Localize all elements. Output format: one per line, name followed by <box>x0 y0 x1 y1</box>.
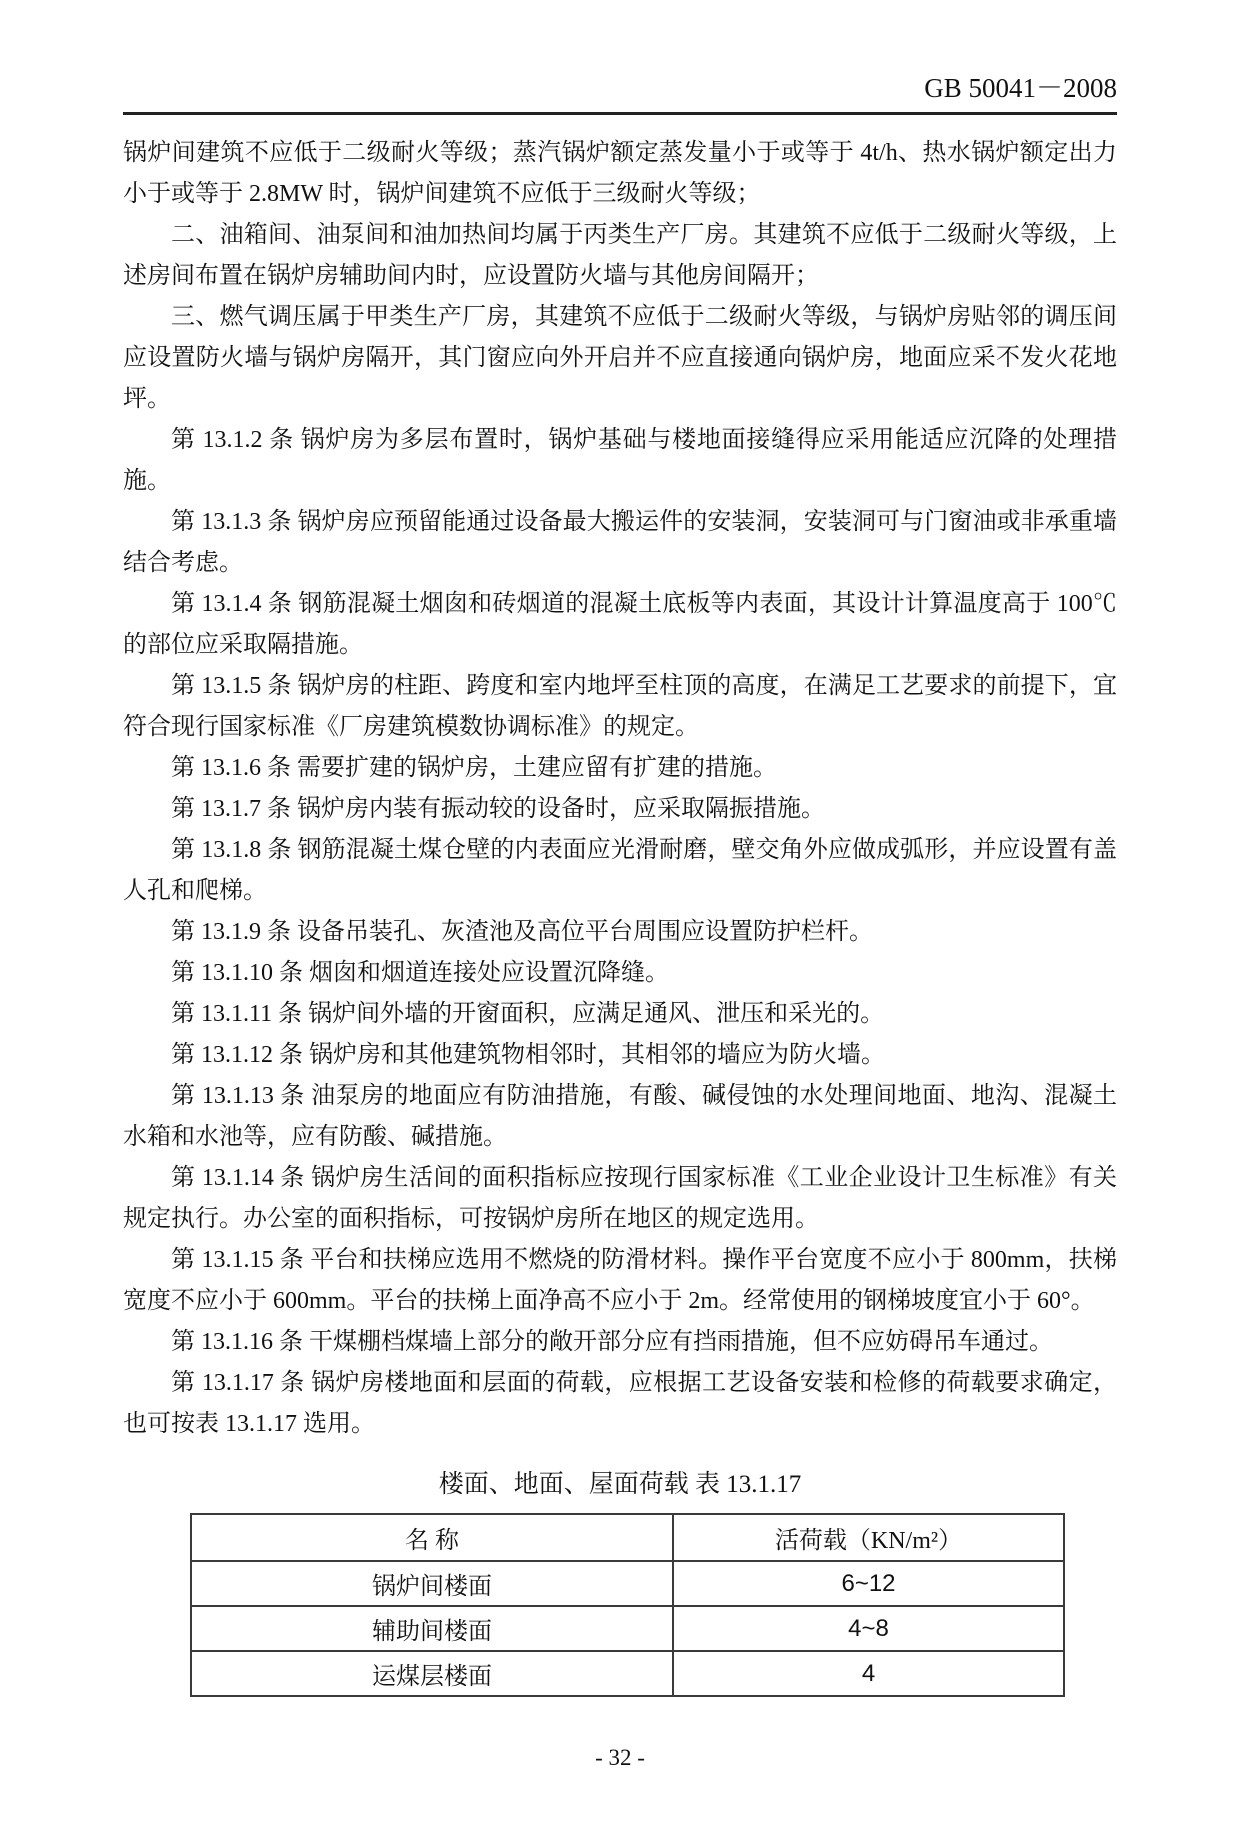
document-page <box>0 72 1240 1826</box>
row-name: 辅助间楼面 <box>191 1606 673 1651</box>
load-table-head <box>191 1514 1064 1561</box>
standard-number: GB 50041－2008 <box>924 73 1117 103</box>
paragraph: 第 13.1.13 条 油泵房的地面应有防油措施，有酸、碱侵蚀的水处理间地面、地沟、混凝土水箱和水池等，应有防酸、碱措施。 <box>123 1083 1117 1150</box>
paragraph: 第 13.1.7 条 锅炉房内装有振动较的设备时，应采取隔振措施。 <box>171 796 825 822</box>
paragraph: 第 13.1.15 条 平台和扶梯应选用不燃烧的防滑材料。操作平台宽度不应小于 800mm，扶梯宽度不应小于 600mm。平台的扶梯上面净高不应小于 2m。经常使用的钢梯坡度宜小于 60°。 <box>123 1247 1117 1314</box>
row-load-value: 4 <box>673 1651 1064 1696</box>
paragraph: 锅炉间建筑不应低于二级耐火等级；蒸汽锅炉额定蒸发量小于或等于 4t/h、热水锅炉额定出力小于或等于 2.8MW 时，锅炉间建筑不应低于三级耐火等级； <box>123 140 1117 207</box>
table-row <box>191 1651 1064 1696</box>
table-row <box>191 1561 1064 1606</box>
table-block <box>0 1469 1240 1697</box>
paragraph: 第 13.1.5 条 锅炉房的柱距、跨度和室内地坪至柱顶的高度，在满足工艺要求的前提下，宜符合现行国家标准《厂房建筑模数协调标准》的规定。 <box>123 673 1117 740</box>
document-body <box>0 133 1240 1445</box>
table-header-row <box>191 1514 1064 1561</box>
paragraph: 第 13.1.17 条 锅炉房楼地面和层面的荷载，应根据工艺设备安装和检修的荷载要求确定，也可按表 13.1.17 选用。 <box>123 1370 1117 1437</box>
paragraph: 第 13.1.4 条 钢筋混凝土烟囱和砖烟道的混凝土底板等内表面，其设计计算温度高于 100℃的部位应采取隔措施。 <box>123 591 1117 658</box>
table-title: 楼面、地面、屋面荷载 表 13.1.17 <box>438 1471 802 1498</box>
paragraph: 二、油箱间、油泵间和油加热间均属于丙类生产厂房。其建筑不应低于二级耐火等级，上述房间布置在锅炉房辅助间内时，应设置防火墙与其他房间隔开； <box>123 222 1117 289</box>
paragraph: 第 13.1.10 条 烟囱和烟道连接处应设置沉降缝。 <box>171 960 669 986</box>
row-load-value: 6~12 <box>673 1561 1064 1606</box>
paragraph: 第 13.1.2 条 锅炉房为多层布置时，锅炉基础与楼地面接缝得应采用能适应沉降的处理措施。 <box>123 427 1117 494</box>
page-footer <box>0 1743 1240 1773</box>
header-rule <box>123 112 1117 115</box>
paragraph: 第 13.1.3 条 锅炉房应预留能通过设备最大搬运件的安装洞，安装洞可与门窗油或非承重墙结合考虑。 <box>123 509 1117 576</box>
paragraph: 第 13.1.16 条 干煤棚档煤墙上部分的敞开部分应有挡雨措施，但不应妨碍吊车通过。 <box>171 1329 1053 1355</box>
paragraph: 第 13.1.6 条 需要扩建的锅炉房，土建应留有扩建的措施。 <box>171 755 777 781</box>
paragraph: 第 13.1.12 条 锅炉房和其他建筑物相邻时，其相邻的墙应为防火墙。 <box>171 1042 885 1068</box>
paragraph: 第 13.1.11 条 锅炉间外墙的开窗面积，应满足通风、泄压和采光的。 <box>171 1001 885 1027</box>
row-load-value: 4~8 <box>673 1606 1064 1651</box>
load-table-body <box>191 1561 1064 1696</box>
column-header-name: 名 称 <box>191 1514 673 1561</box>
page-number: - 32 - <box>595 1745 645 1770</box>
row-name: 运煤层楼面 <box>191 1651 673 1696</box>
load-table <box>190 1513 1065 1697</box>
column-header-load: 活荷载（KN/m²） <box>673 1514 1064 1561</box>
page-header <box>0 72 1240 104</box>
paragraph: 第 13.1.14 条 锅炉房生活间的面积指标应按现行国家标准《工业企业设计卫生标准》有关规定执行。办公室的面积指标，可按锅炉房所在地区的规定选用。 <box>123 1165 1117 1232</box>
paragraph: 第 13.1.8 条 钢筋混凝土煤仓壁的内表面应光滑耐磨，壁交角外应做成弧形，并应设置有盖人孔和爬梯。 <box>123 837 1117 904</box>
paragraph: 第 13.1.9 条 设备吊装孔、灰渣池及高位平台周围应设置防护栏杆。 <box>171 919 873 945</box>
row-name: 锅炉间楼面 <box>191 1561 673 1606</box>
paragraph: 三、燃气调压属于甲类生产厂房，其建筑不应低于二级耐火等级，与锅炉房贴邻的调压间应设置防火墙与锅炉房隔开，其门窗应向外开启并不应直接通向锅炉房，地面应采不发火花地坪。 <box>123 304 1117 412</box>
table-row <box>191 1606 1064 1651</box>
